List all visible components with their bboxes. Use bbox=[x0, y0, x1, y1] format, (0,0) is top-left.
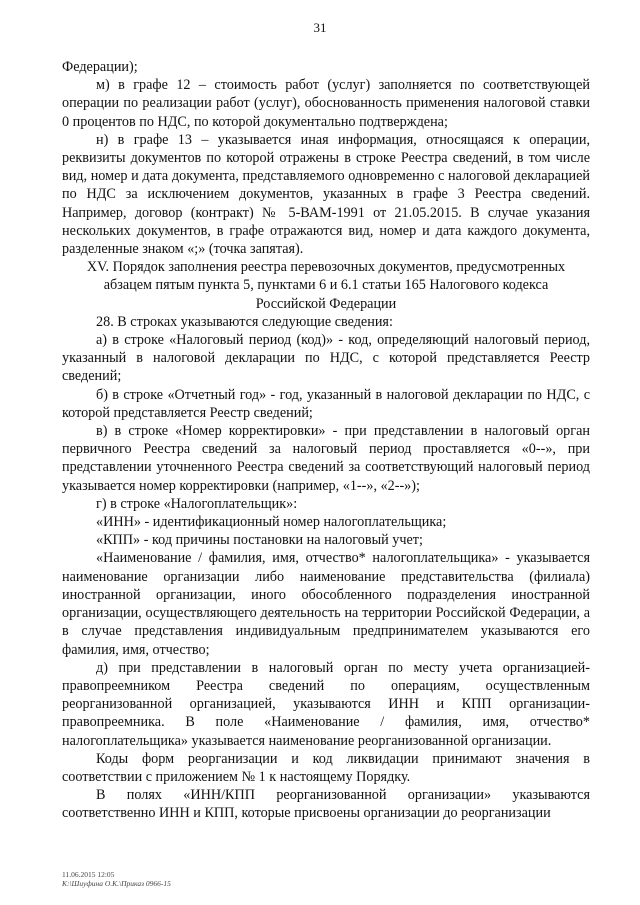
paragraph-federation-end: Федерации); bbox=[62, 59, 138, 75]
paragraph-item-n: н) в графе 13 – указывается иная информация, относящаяся к операции, реквизиты документов по которой отражены в строке Реестра сведений, в том числе вид, номер и дата документа, представляемого одновременно с налоговой декларацией по НДС за исключением документов, указанных в графе 3 Реестра сведений. Например, договор (контракт) № 5-ВАМ-1991 от 21.05.2015. В случае указания нескольких документов, в графе отражаются вид, номер и дата каждого документа, разделенные знаком «;» (точка запятая). bbox=[62, 131, 590, 258]
paragraph-item-v: в) в строке «Номер корректировки» - при представлении в налоговый орган первичного Реестра сведений за налоговый период проставляется «0--», при представлении уточненного Реестра сведений за соответствующий налоговый период указывается номер корректировки (например, «1--», «2--»); bbox=[62, 423, 590, 494]
paragraph-reorg-codes: Коды форм реорганизации и код ликвидации принимают значения в соответствии с приложением № 1 к настоящему Порядку. bbox=[62, 750, 590, 785]
document-body bbox=[62, 58, 590, 823]
paragraph-28: 28. В строках указываются следующие сведения: bbox=[96, 313, 393, 330]
paragraph-name: «Наименование / фамилия, имя, отчество* налогоплательщика» - указывается наименование организации либо наименование представительства (филиала) иностранной организации, иного обособленного подразделения иностранной организации, осуществляющего деятельность на территории Российской Федерации, а в случае представления индивидуальным предпринимателем указываются его фамилия, имя, отчество; bbox=[62, 550, 590, 658]
paragraph-reorg-fields: В полях «ИНН/КПП реорганизованной организации» указываются соответственно ИНН и КПП, которые присвоены организации до реорганизации bbox=[62, 787, 590, 822]
section-title: XV. Порядок заполнения реестра перевозочных документов, предусмотренных абзацем пятым пункта 5, пунктами 6 и 6.1 статьи 165 Налогового кодекса Российской Федерации bbox=[86, 259, 566, 312]
paragraph-item-b: б) в строке «Отчетный год» - год, указанный в налоговой декларации по НДС, с которой представляется Реестр сведений; bbox=[62, 386, 590, 421]
paragraph-inn: «ИНН» - идентификационный номер налогоплательщика; bbox=[96, 514, 447, 531]
paragraph-item-d: д) при представлении в налоговый орган по месту учета организацией-правопреемником Реестра сведений по операциям, осуществленным реорганизованной организацией, указываются ИНН и КПП организации-правопреемника. В поле «Наименование / фамилия, имя, отчество* налогоплательщика» указывается наименование реорганизованной организации. bbox=[62, 659, 590, 749]
page-number: 31 bbox=[313, 20, 327, 35]
paragraph-item-g: г) в строке «Налогоплательщик»: bbox=[96, 495, 298, 512]
footer-file-path: К:\Шиуфина О.К.\Приказ 0966-15 bbox=[62, 879, 171, 888]
paragraph-item-m: м) в графе 12 – стоимость работ (услуг) заполняется по соответствующей операции по реализации работ (услуг), обоснованность применения налоговой ставки 0 процентов по НДС, по которой документально подтверждена; bbox=[62, 77, 590, 130]
footer-timestamp: 11.06.2015 12:05 bbox=[62, 870, 115, 879]
paragraph-item-a: а) в строке «Налоговый период (код)» - код, определяющий налоговый период, указанный в налоговой декларации по НДС, с которой представляется Реестр сведений; bbox=[62, 332, 590, 385]
paragraph-kpp: «КПП» - код причины постановки на налоговый учет; bbox=[96, 532, 423, 549]
footer-stamp bbox=[62, 870, 171, 888]
